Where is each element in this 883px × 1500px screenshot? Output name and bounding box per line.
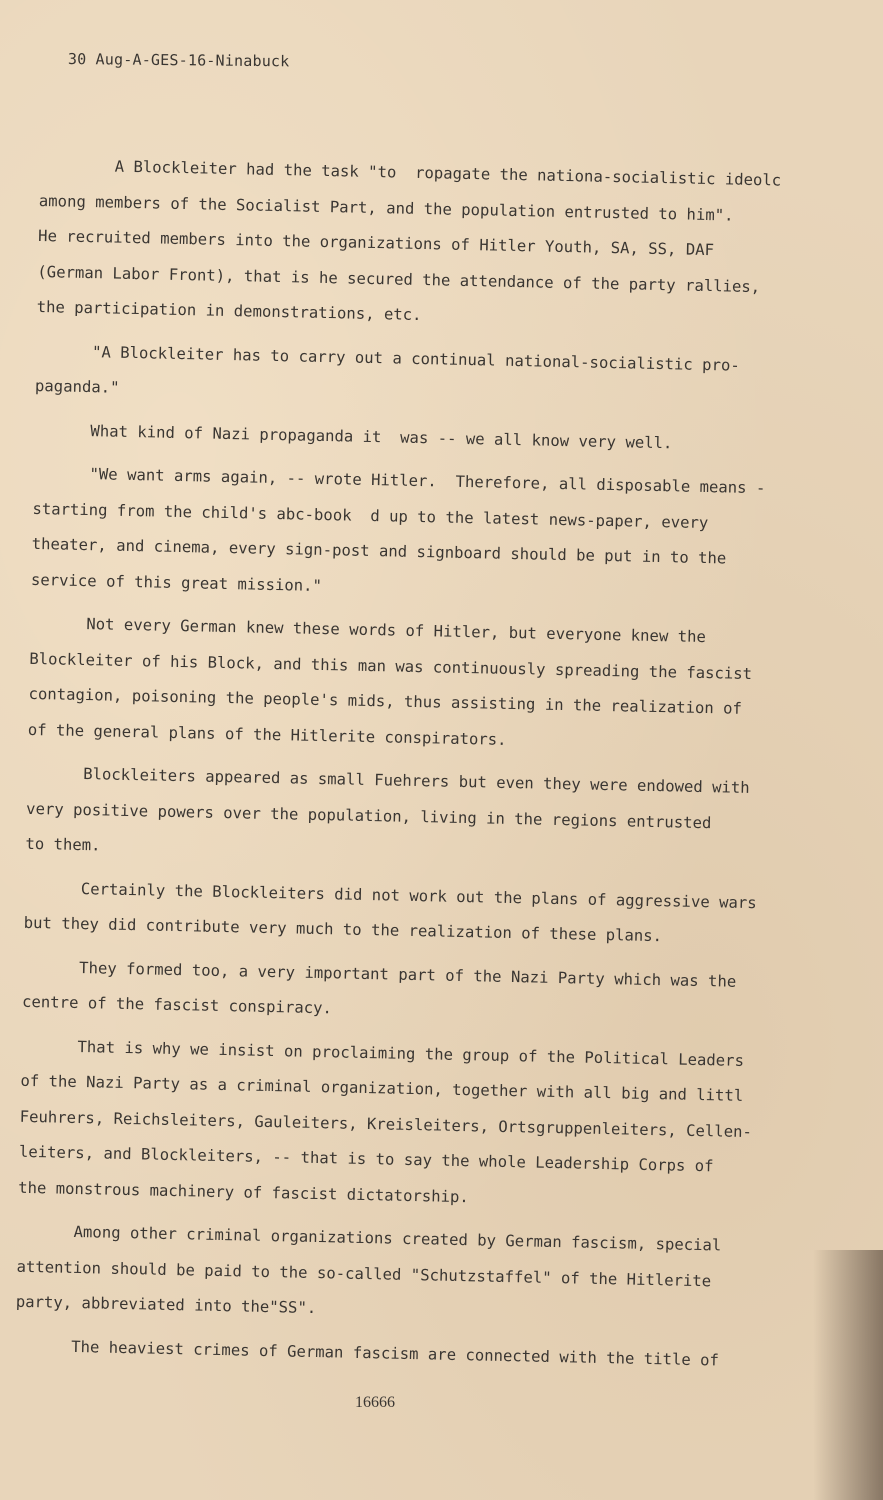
text-line: Certainly the Blockleiters did not work out the plans of aggressive wars [24, 878, 757, 912]
text-line: but they did contribute very much to the realization of these plans. [23, 913, 663, 946]
text-line: to them. [25, 834, 101, 855]
text-line: A Blockleiter had the task "to ropagate the nationa-socialistic ideolc [39, 155, 782, 190]
text-line: the participation in demonstrations, etc. [36, 297, 422, 325]
text-line: Feuhrers, Reichsleiters, Gauleiters, Kreisleiters, Ortsgruppenleiters, Cellen- [19, 1107, 753, 1141]
text-line: What kind of Nazi propaganda it was -- we all know very well. [33, 420, 673, 452]
paragraph [35, 333, 826, 421]
text-line: starting from the child's abc-book d up to the latest news-paper, every [32, 499, 709, 532]
text-line: They formed too, a very important part of the Nazi Party which was the [22, 957, 737, 991]
page-edge-shadow [813, 1250, 883, 1500]
text-line: (German Labor Front), that is he secured the attendance of the party rallies, [37, 262, 761, 296]
text-line: paganda." [34, 376, 120, 397]
text-line: "A Blockleiter has to carry out a continual national-socialistic pro- [35, 341, 740, 375]
text-line: leiters, and Blockleiters, -- that is to say the whole Leadership Corps of [18, 1142, 714, 1176]
text-line: of the general plans of the Hitlerite conspirators. [27, 720, 507, 749]
paragraph [25, 756, 817, 879]
text-line: He recruited members into the organizations of Hitler Youth, SA, SS, DAF [37, 226, 715, 260]
text-line: service of this great mission." [30, 570, 323, 595]
text-line: centre of the fascist conspiracy. [21, 992, 333, 1018]
text-line: attention should be paid to the so-called "Schutzstaffel" of the Hitlerite [16, 1257, 712, 1290]
text-line: among members of the Socialist Part, and the population entrusted to him". [38, 191, 734, 225]
paragraph [15, 1214, 807, 1337]
paragraph [23, 870, 814, 958]
paragraph [34, 412, 825, 464]
text-line: very positive powers over the population, living in the regions entrusted [25, 799, 712, 832]
text-line: the monstrous machinery of fascist dictatorship. [18, 1178, 469, 1206]
paragraph [15, 1328, 806, 1380]
page-number: 16666 [355, 1394, 395, 1411]
text-line: party, abbreviated into the"SS". [15, 1292, 317, 1318]
paragraph [22, 949, 813, 1037]
paragraph [31, 456, 824, 615]
text-line: Not every German knew these words of Hitler, but everyone knew the [29, 613, 707, 647]
page-header: 30 Aug-A-GES-16-Ninabuck [67, 50, 290, 71]
text-line: Blockleiter of his Block, and this man was continuously spreading the fascist [29, 649, 753, 683]
text-line: That is why we insist on proclaiming the group of the Political Leaders [21, 1036, 745, 1070]
paragraph [18, 1028, 812, 1222]
paragraph [27, 606, 820, 765]
text-line: contagion, poisoning the people's mids, thus assisting in the realization of [28, 684, 743, 718]
text-line: "We want arms again, -- wrote Hitler. Therefore, all disposable means - [33, 463, 766, 498]
text-line: The heaviest crimes of German fascism are connected with the title of [14, 1336, 720, 1369]
text-line: Blockleiters appeared as small Fuehrers but even they were endowed with [26, 763, 750, 798]
text-line: theater, and cinema, every sign-post and signboard should be put in to the [31, 534, 727, 568]
document-body [14, 148, 829, 1388]
text-line: Among other criminal organizations created by German fascism, special [17, 1221, 722, 1255]
paragraph [36, 148, 830, 342]
text-line: of the Nazi Party as a criminal organization, together with all big and littl [20, 1071, 744, 1105]
